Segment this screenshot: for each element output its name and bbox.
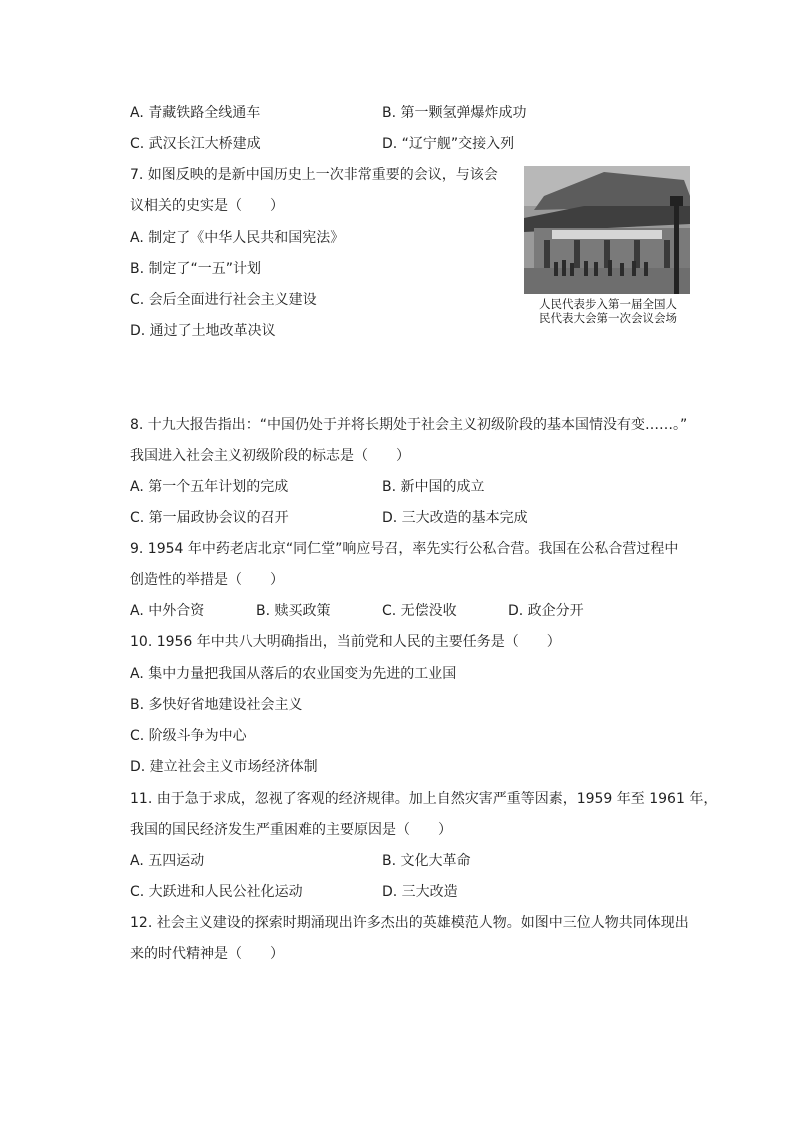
q6-option-b: B. 第一颗氢弹爆炸成功	[382, 105, 527, 121]
q8-option-d: D. 三大改造的基本完成	[382, 510, 528, 526]
q8-option-b: B. 新中国的成立	[382, 479, 485, 495]
q10-option-b: B. 多快好省地建设社会主义	[130, 697, 303, 713]
q9-option-a: A. 中外合资	[130, 603, 205, 619]
q9-stem-line-1: 9. 1954 年中药老店北京“同仁堂”响应号召，率先实行公私合营。我国在公私合营过程中	[130, 541, 679, 557]
q10-option-a: A. 集中力量把我国从落后的农业国变为先进的工业国	[130, 666, 457, 682]
q11-option-d: D. 三大改造	[382, 884, 458, 900]
q8-option-a: A. 第一个五年计划的完成	[130, 479, 289, 495]
q10-option-c: C. 阶级斗争为中心	[130, 728, 247, 744]
q9-option-d: D. 政企分开	[508, 603, 584, 619]
q11-option-c: C. 大跃进和人民公社化运动	[130, 884, 303, 900]
congress-hall-photo	[524, 166, 690, 294]
q6-option-a: A. 青藏铁路全线通车	[130, 105, 261, 121]
q11-option-a: A. 五四运动	[130, 853, 205, 869]
q7-stem-line-2: 议相关的史实是（ ）	[130, 198, 284, 214]
q9-option-b: B. 赎买政策	[256, 603, 331, 619]
q12-stem-line-1: 12. 社会主义建设的探索时期涌现出许多杰出的英雄模范人物。如图中三位人物共同体现出	[130, 915, 689, 931]
q7-option-a: A. 制定了《中华人民共和国宪法》	[130, 230, 345, 246]
q11-stem-line-2: 我国的国民经济发生严重困难的主要原因是（ ）	[130, 822, 452, 838]
q11-option-b: B. 文化大革命	[382, 853, 471, 869]
q7-option-d: D. 通过了土地改革决议	[130, 323, 276, 339]
q6-option-c: C. 武汉长江大桥建成	[130, 136, 261, 152]
q9-stem-line-2: 创造性的举措是（ ）	[130, 572, 284, 588]
photo-caption-line-2: 民代表大会第一次会议会场	[539, 311, 677, 325]
photo-caption	[522, 297, 694, 325]
q9-option-c: C. 无偿没收	[382, 603, 457, 619]
q10-stem-line-1: 10. 1956 年中共八大明确指出，当前党和人民的主要任务是（ ）	[130, 634, 561, 650]
q8-stem-line-2: 我国进入社会主义初级阶段的标志是（ ）	[130, 448, 410, 464]
q8-stem-line-1: 8. 十九大报告指出：“中国仍处于并将长期处于社会主义初级阶段的基本国情没有变……。”	[130, 417, 688, 433]
q7-option-c: C. 会后全面进行社会主义建设	[130, 292, 317, 308]
q8-option-c: C. 第一届政协会议的召开	[130, 510, 289, 526]
q12-stem-line-2: 来的时代精神是（ ）	[130, 946, 284, 962]
q7-option-b: B. 制定了“一五”计划	[130, 261, 262, 277]
q6-option-d: D. “辽宁舰”交接入列	[382, 136, 515, 152]
q11-stem-line-1: 11. 由于急于求成，忽视了客观的经济规律。加上自然灾害严重等因素，1959 年至 1961 年，	[130, 791, 718, 807]
q7-stem-line-1: 7. 如图反映的是新中国历史上一次非常重要的会议，与该会	[130, 167, 498, 183]
photo-caption-line-1: 人民代表步入第一届全国人	[539, 297, 677, 311]
q10-option-d: D. 建立社会主义市场经济体制	[130, 759, 318, 775]
